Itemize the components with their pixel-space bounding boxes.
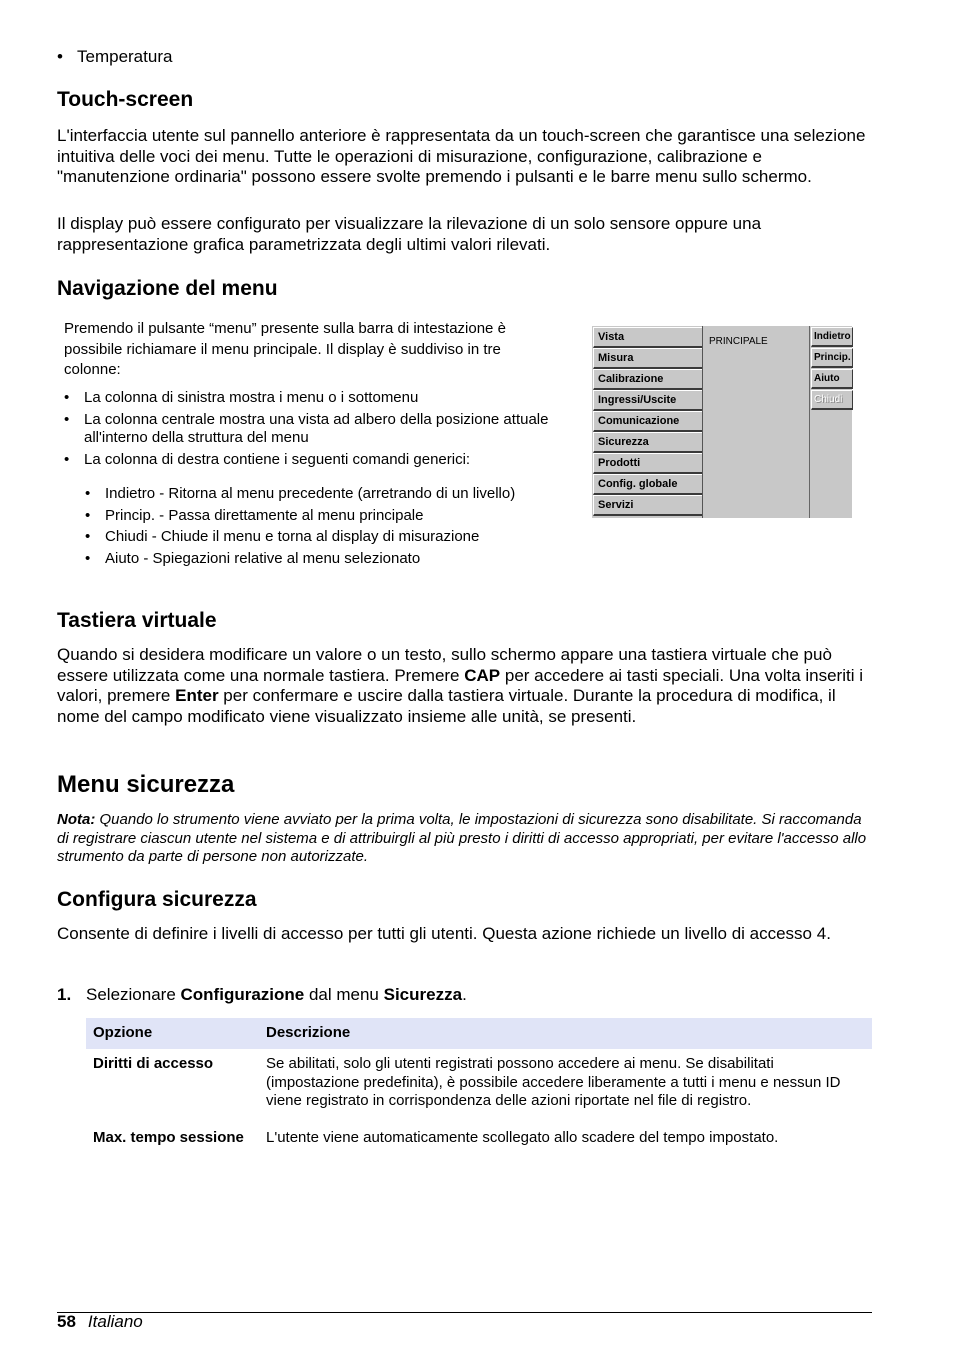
columns-list bbox=[64, 389, 554, 472]
menu-right-column bbox=[809, 326, 852, 518]
menu-item-prodotti[interactable]: Prodotti bbox=[593, 453, 706, 474]
note-text: Quando lo strumento viene avviato per la prima volta, le impostazioni di sicurezza sono disabilitate. Si raccomanda di registrare ciascun utente nel sistema e di attribuirgli al più presto i diritti di accesso appropriati, per evitare l'accesso allo strumento da parte di persone non autorizzate. bbox=[57, 811, 867, 865]
list-item: • Indietro - Ritorna al menu precedente (arretrando di un livello) bbox=[85, 485, 565, 504]
menu-item-servizi[interactable]: Servizi bbox=[593, 495, 706, 516]
column-header: Descrizione bbox=[259, 1018, 872, 1049]
menu-item-config-globale[interactable]: Config. globale bbox=[593, 474, 706, 495]
bullet-text: Temperatura bbox=[77, 47, 173, 66]
menu-item-ingressi-uscite[interactable]: Ingressi/Uscite bbox=[593, 390, 706, 411]
heading-keyboard: Tastiera virtuale bbox=[57, 609, 217, 632]
paragraph bbox=[57, 645, 872, 727]
menu-item-misura[interactable]: Misura bbox=[593, 348, 706, 369]
heading-security-menu: Menu sicurezza bbox=[57, 771, 235, 798]
table-row bbox=[86, 1123, 872, 1160]
paragraph: Il display può essere configurato per visualizzare la rilevazione di un solo sensore oppure una rappresentazione grafica parametrizzata degli ultimi valori rilevati. bbox=[57, 214, 762, 254]
note-label: Nota: bbox=[57, 811, 96, 828]
princip-button[interactable]: Princip. bbox=[811, 348, 853, 368]
text: Quando si desidera modificare un valore o un testo, sullo schermo appare una tastiera virtuale che può essere utilizzata come una normale tastiera. Premere bbox=[57, 645, 832, 685]
paragraph: Consente di definire i livelli di accesso per tutti gli utenti. Questa azione richiede un livello di accesso 4. bbox=[57, 924, 831, 943]
menu-left-column bbox=[592, 326, 701, 518]
list-item: • La colonna centrale mostra una vista ad albero della posizione attuale all'interno della struttura del menu bbox=[64, 411, 554, 448]
language-label: Italiano bbox=[87, 1312, 143, 1331]
table-cell-option: Diritti di accesso bbox=[93, 1055, 214, 1072]
column-header: Opzione bbox=[86, 1018, 259, 1049]
table-row bbox=[86, 1049, 872, 1123]
page-number: 58 bbox=[57, 1312, 76, 1331]
table-cell-description: L'utente viene automaticamente scollegato allo scadere del tempo impostato. bbox=[266, 1128, 779, 1146]
footer-divider bbox=[57, 1312, 872, 1313]
step-item bbox=[57, 985, 467, 1005]
text-bold: Configurazione bbox=[180, 985, 305, 1004]
table-header-row bbox=[86, 1018, 872, 1049]
step-number: 1. bbox=[57, 985, 72, 1004]
menu-item-comunicazione[interactable]: Comunicazione bbox=[593, 411, 706, 432]
chiudi-button[interactable]: Chiudi bbox=[811, 390, 853, 410]
menu-item-calibrazione[interactable]: Calibrazione bbox=[593, 369, 706, 390]
table-cell-description: Se abilitati, solo gli utenti registrati possono accedere ai menu. Se disabilitati (impostazione predefinita), è possibile accedere liberamente a tutti i menu e nessun ID viene registrato in corrispondenza delle azioni riportate nel file di registro. bbox=[266, 1055, 841, 1109]
footer bbox=[57, 1312, 143, 1332]
bullet-item: • Temperatura bbox=[57, 47, 173, 66]
menu-screenshot bbox=[592, 326, 851, 518]
text: . bbox=[462, 985, 467, 1004]
table-cell-option: Max. tempo sessione bbox=[93, 1128, 244, 1146]
list-item: • La colonna di destra contiene i seguenti comandi generici: bbox=[64, 451, 554, 470]
heading-configure-security: Configura sicurezza bbox=[57, 888, 257, 911]
text: per confermare e uscire dalla tastiera virtuale. Durante la procedura di modifica, il nome del campo modificato viene visualizzato insieme alle unità, se presenti. bbox=[57, 686, 836, 726]
note bbox=[57, 811, 872, 867]
enter-key-label: Enter bbox=[175, 686, 219, 705]
list-item: • Chiudi - Chiude il menu e torna al display di misurazione bbox=[85, 528, 565, 547]
cap-key-label: CAP bbox=[464, 665, 501, 685]
heading-touch-screen: Touch-screen bbox=[57, 88, 194, 111]
list-item: • Aiuto - Spiegazioni relative al menu selezionato bbox=[85, 550, 565, 569]
tree-label: PRINCIPALE bbox=[709, 336, 768, 347]
list-item: • Princip. - Passa direttamente al menu principale bbox=[85, 507, 565, 526]
menu-center-column bbox=[702, 326, 809, 518]
menu-item-sicurezza[interactable]: Sicurezza bbox=[593, 432, 706, 453]
indietro-button[interactable]: Indietro bbox=[811, 327, 853, 347]
heading-navigation: Navigazione del menu bbox=[57, 277, 278, 300]
menu-item-vista[interactable]: Vista bbox=[593, 327, 706, 348]
paragraph: L'interfaccia utente sul pannello anteriore è rappresentata da un touch-screen che garantisce una selezione intuitiva delle voci dei menu. Tutte le operazioni di misurazione, configurazione, calibrazione e "manutenzione ordinaria" possono essere svolte premendo i pulsanti e le barre menu sullo schermo. bbox=[57, 126, 866, 186]
commands-list bbox=[85, 485, 565, 571]
text-bold: Sicurezza bbox=[383, 985, 463, 1004]
aiuto-button[interactable]: Aiuto bbox=[811, 369, 853, 389]
paragraph: Premendo il pulsante “menu” presente sulla barra di intestazione è possibile richiamare il menu principale. Il display è suddiviso in tre colonne: bbox=[64, 320, 506, 378]
text: Selezionare bbox=[86, 985, 181, 1004]
options-table bbox=[86, 1018, 872, 1159]
text: per accedere ai tasti speciali. Una volta inseriti i valori, premere bbox=[57, 665, 863, 705]
list-item: • La colonna di sinistra mostra i menu o i sottomenu bbox=[64, 389, 554, 408]
text: dal menu bbox=[304, 985, 384, 1004]
